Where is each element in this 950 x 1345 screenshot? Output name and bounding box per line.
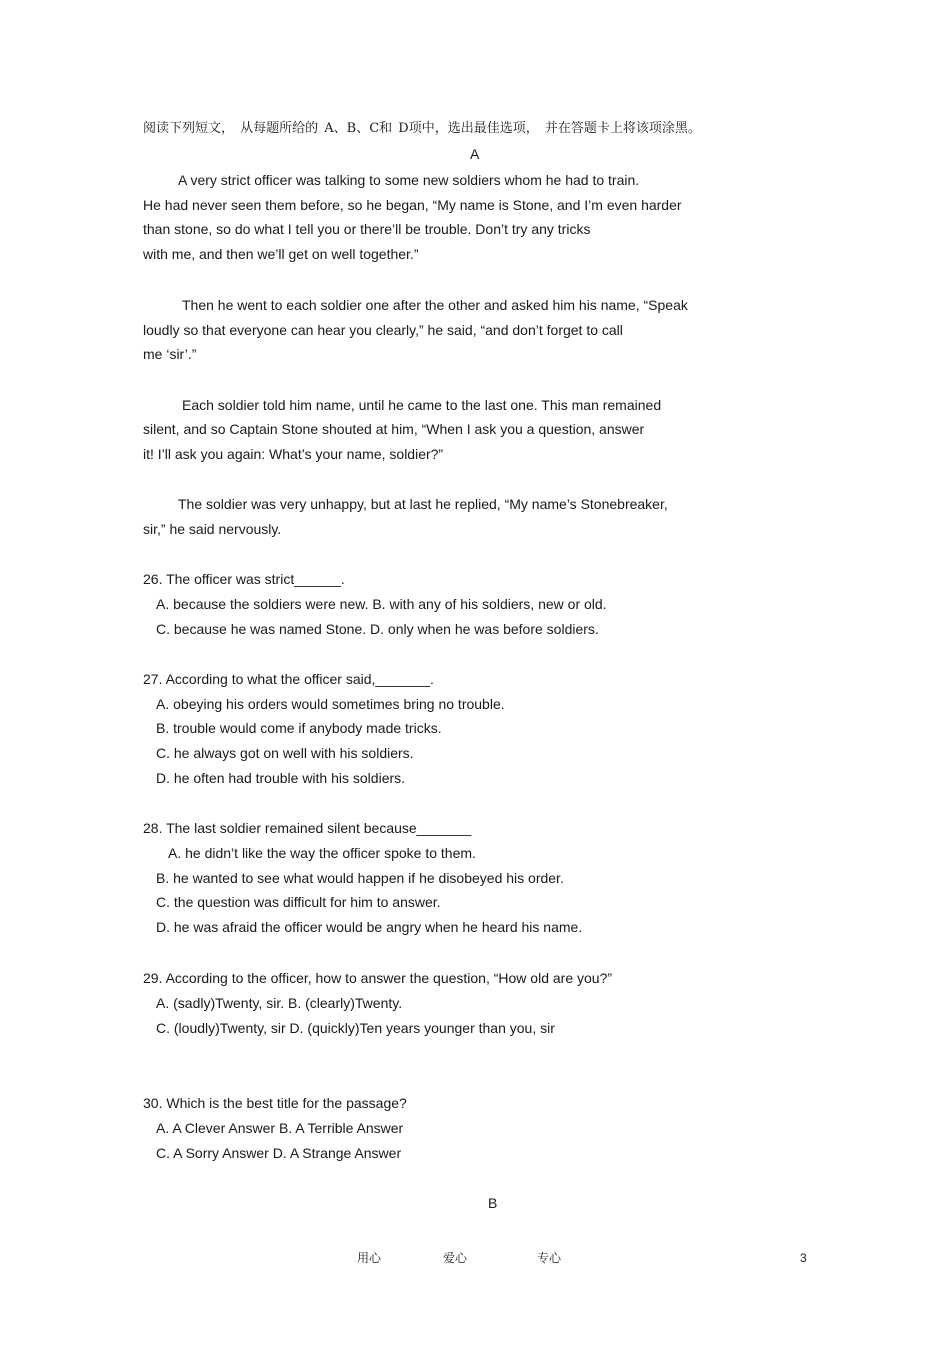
passage-line: Each soldier told him name, until he came to the last one. This man remained <box>182 397 662 413</box>
passage-line: A very strict officer was talking to some new soldiers whom he had to train. <box>178 172 640 188</box>
passage-line: than stone, so do what I tell you or there’ll be trouble. Don’t try any tricks <box>143 221 591 237</box>
passage-line: loudly so that everyone can hear you clearly,” he said, “and don’t forget to call <box>143 322 623 338</box>
question-stem: 27. According to what the officer said,_______. <box>143 671 434 687</box>
section-heading-a: A <box>470 146 480 162</box>
question-options: A. he didn’t like the way the officer spoke to them. <box>168 845 476 861</box>
question-options: C. the question was difficult for him to answer. <box>156 894 441 910</box>
passage-line: Then he went to each soldier one after the other and asked him his name, “Speak <box>182 297 688 313</box>
question-stem: 29. According to the officer, how to answer the question, “How old are you?” <box>143 970 613 986</box>
question-options: C. A Sorry Answer D. A Strange Answer <box>156 1145 402 1161</box>
footer-word: 专心 <box>537 1251 562 1265</box>
passage-line: He had never seen them before, so he began, “My name is Stone, and I’m even harder <box>143 197 682 213</box>
question-options: A. (sadly)Twenty, sir. B. (clearly)Twenty. <box>156 995 403 1011</box>
question-options: A. obeying his orders would sometimes bring no trouble. <box>156 696 505 712</box>
question-options: C. because he was named Stone. D. only when he was before soldiers. <box>156 621 599 637</box>
footer-word: 爱心 <box>443 1251 468 1265</box>
passage-line: silent, and so Captain Stone shouted at him, “When I ask you a question, answer <box>143 421 645 437</box>
passage-line: me ‘sir’.” <box>143 346 197 362</box>
question-options: A. because the soldiers were new. B. with any of his soldiers, new or old. <box>156 596 607 612</box>
question-stem: 28. The last soldier remained silent because_______ <box>143 820 472 836</box>
question-options: B. trouble would come if anybody made tricks. <box>156 720 442 736</box>
question-stem: 26. The officer was strict______. <box>143 571 345 587</box>
passage-line: sir,” he said nervously. <box>143 521 282 537</box>
passage-line: The soldier was very unhappy, but at last he replied, “My name’s Stonebreaker, <box>178 496 668 512</box>
footer-word: 用心 <box>357 1251 382 1265</box>
question-options: C. (loudly)Twenty, sir D. (quickly)Ten years younger than you, sir <box>156 1020 555 1036</box>
question-options: D. he was afraid the officer would be angry when he heard his name. <box>156 919 583 935</box>
passage-line: with me, and then we’ll get on well together.” <box>143 246 419 262</box>
section-heading-b: B <box>488 1195 498 1211</box>
page-number: 3 <box>800 1251 807 1265</box>
passage-line: it! I’ll ask you again: What’s your name, soldier?” <box>143 446 444 462</box>
question-options: C. he always got on well with his soldiers. <box>156 745 414 761</box>
question-options: D. he often had trouble with his soldiers. <box>156 770 406 786</box>
instructions: 阅读下列短文， 从每题所给的 A、B、C和 D项中，选出最佳选项， 并在答题卡上将该项涂黑。 <box>143 121 701 136</box>
question-options: A. A Clever Answer B. A Terrible Answer <box>156 1120 404 1136</box>
question-stem: 30. Which is the best title for the passage? <box>143 1095 407 1111</box>
question-options: B. he wanted to see what would happen if he disobeyed his order. <box>156 870 564 886</box>
